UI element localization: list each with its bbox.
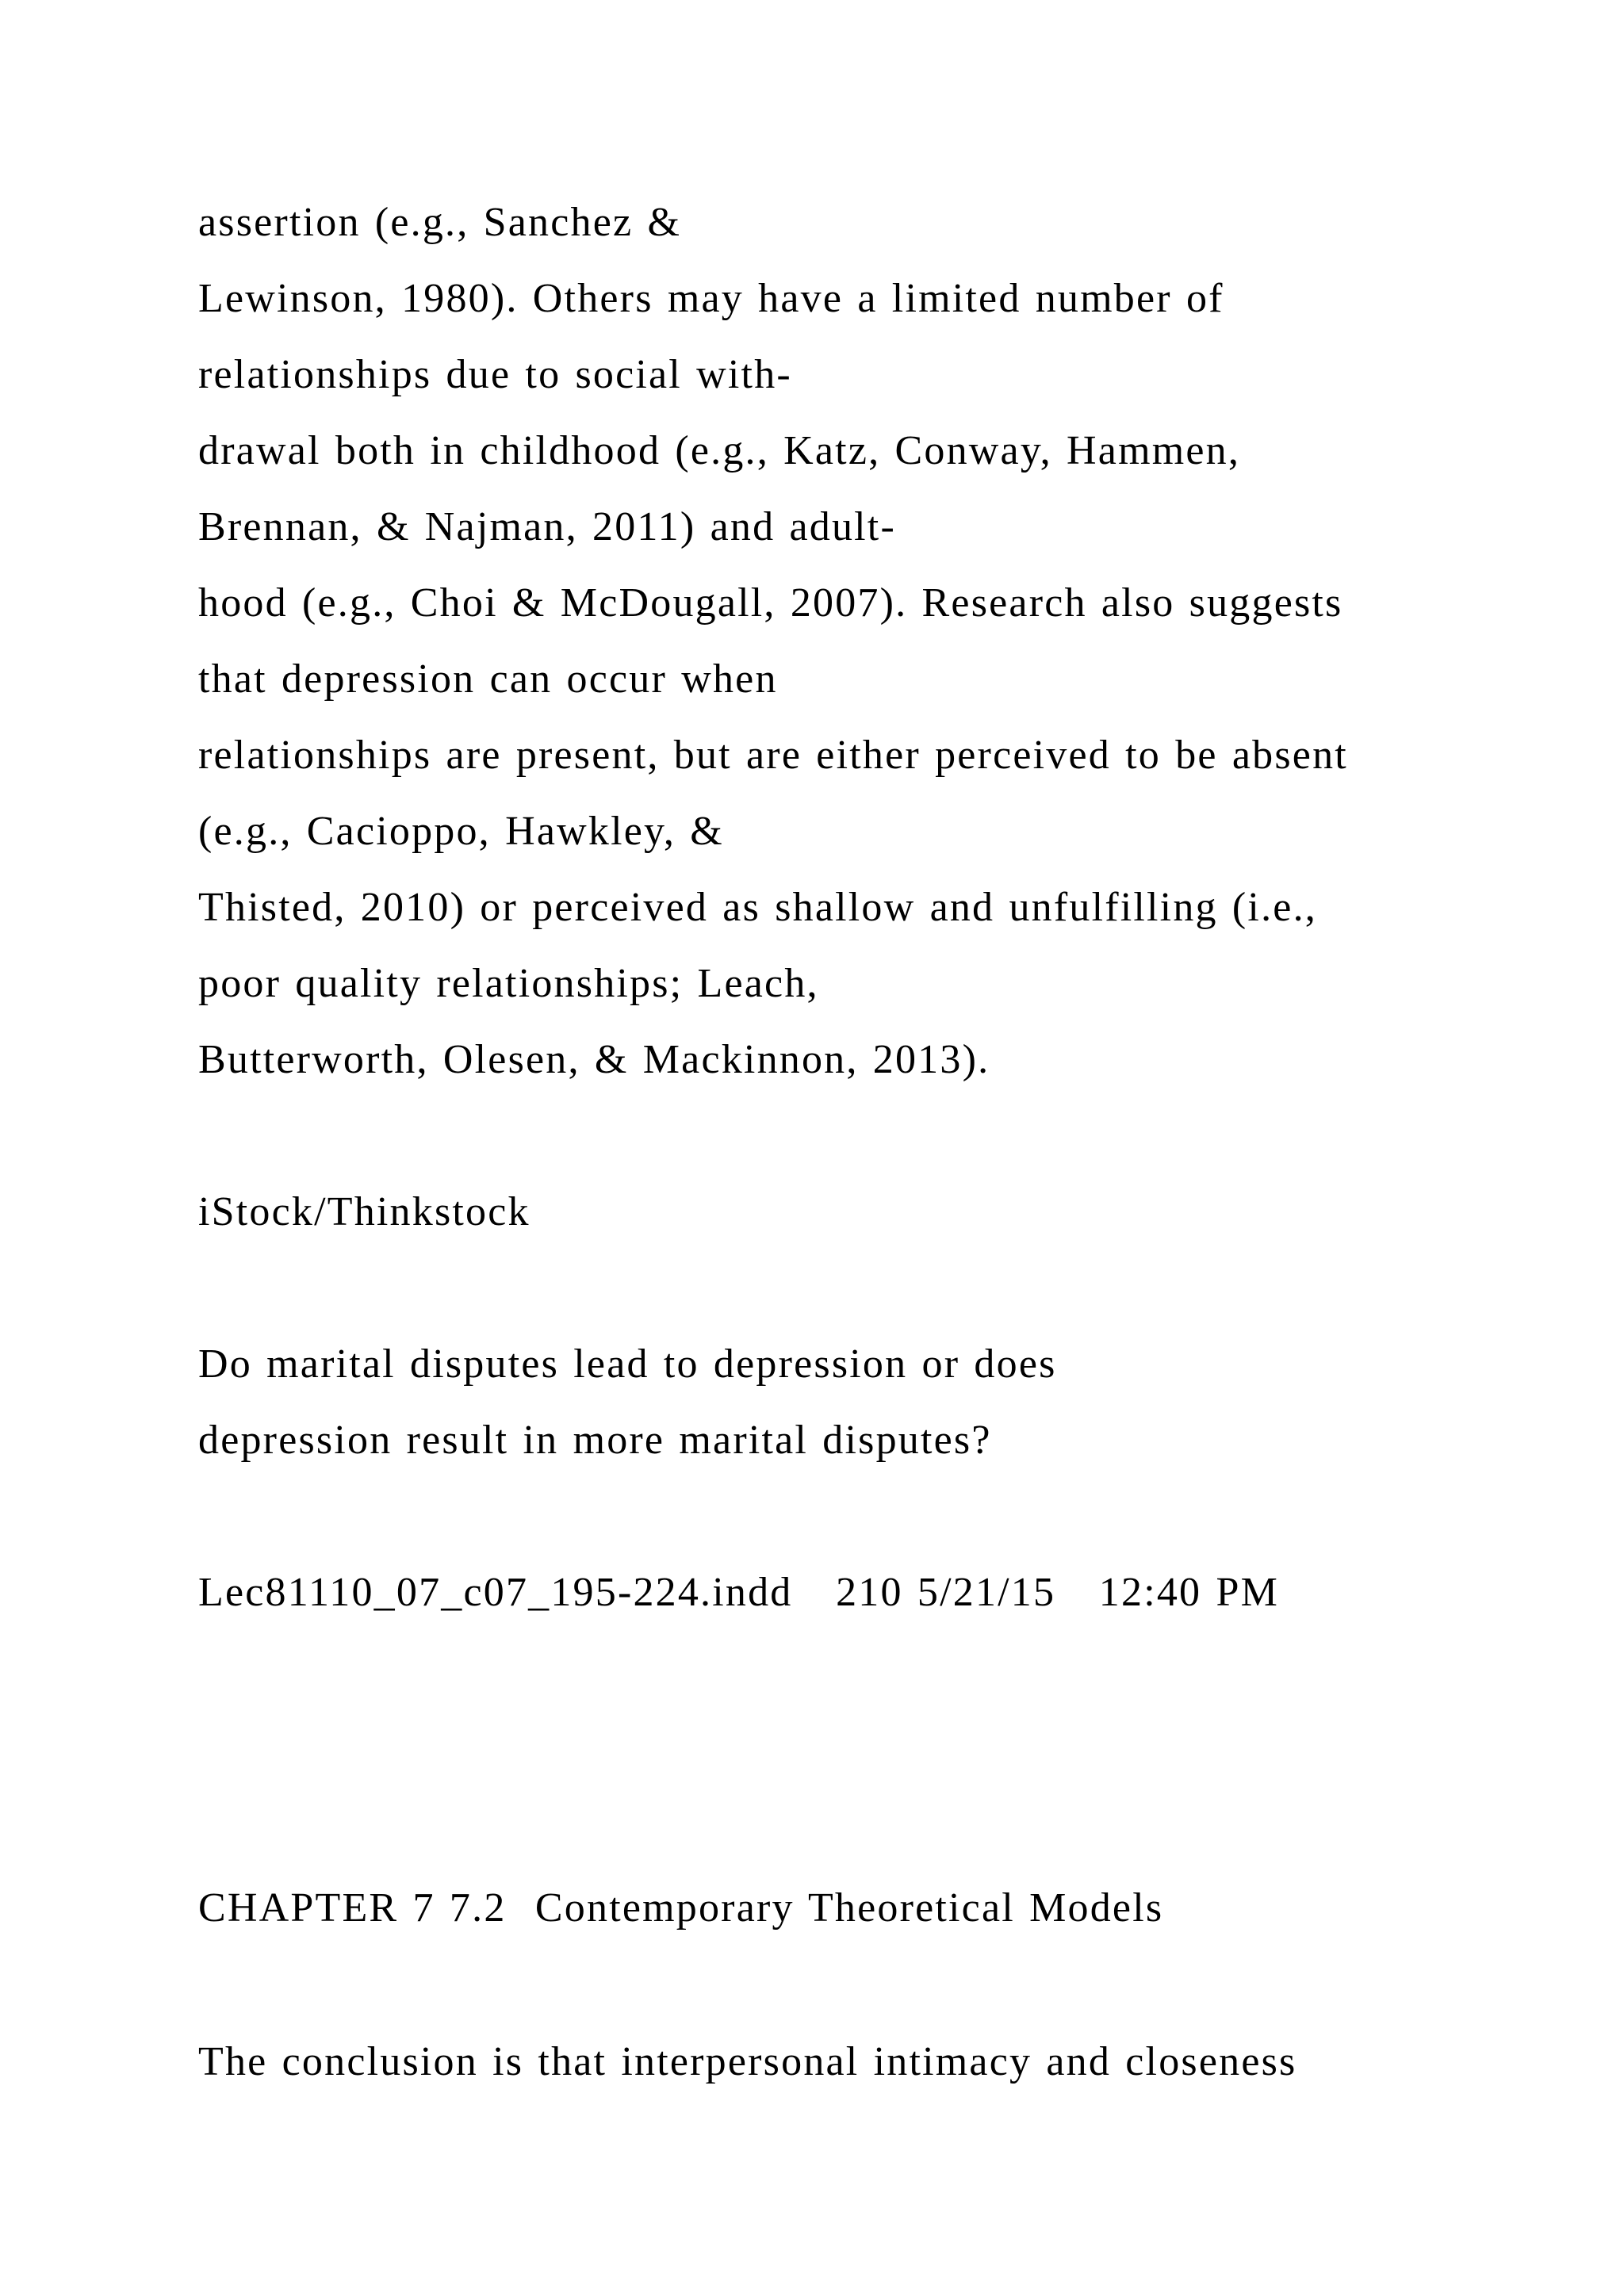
body-text-line: The conclusion is that interpersonal intimacy and closeness xyxy=(198,2039,1297,2084)
body-text-line: Butterworth, Olesen, & Mackinnon, 2013). xyxy=(198,1037,990,1082)
body-text-line: poor quality relationships; Leach, xyxy=(198,961,819,1006)
body-text-line: that depression can occur when xyxy=(198,656,778,702)
body-text-line: Thisted, 2010) or perceived as shallow and unfulfilling (i.e., xyxy=(198,885,1317,930)
file-slug: Lec81110_07_c07_195-224.indd 210 5/21/15 12:40 PM xyxy=(198,1570,1280,1615)
body-text-line: Lewinson, 1980). Others may have a limited number of xyxy=(198,276,1224,321)
figure-caption-line: Do marital disputes lead to depression or does xyxy=(198,1341,1057,1387)
body-text-line: relationships due to social with- xyxy=(198,352,792,397)
body-text-line: Brennan, & Najman, 2011) and adult- xyxy=(198,504,896,549)
body-text-line: hood (e.g., Choi & McDougall, 2007). Research also suggests xyxy=(198,580,1343,626)
body-text-line: (e.g., Cacioppo, Hawkley, & xyxy=(198,809,724,854)
figure-caption-line: depression result in more marital disputes? xyxy=(198,1418,992,1463)
body-text-line: assertion (e.g., Sanchez & xyxy=(198,200,682,245)
chapter-header: CHAPTER 7 7.2 Contemporary Theoretical Models xyxy=(198,1885,1164,1931)
photo-credit: iStock/Thinkstock xyxy=(198,1189,530,1234)
body-text-line: relationships are present, but are either perceived to be absent xyxy=(198,733,1348,778)
body-text-line: drawal both in childhood (e.g., Katz, Conway, Hammen, xyxy=(198,428,1241,473)
